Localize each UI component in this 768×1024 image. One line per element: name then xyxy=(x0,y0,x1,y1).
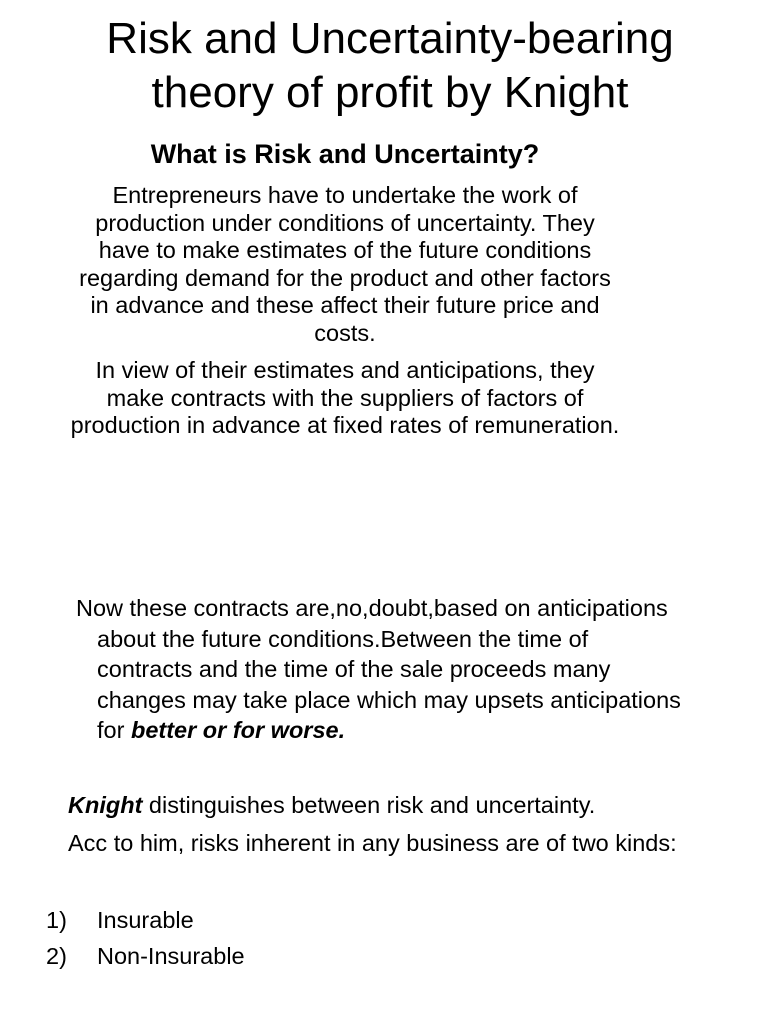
paragraph-line: production in advance at fixed rates of remuneration. xyxy=(70,412,620,439)
paragraph-line: regarding demand for the product and other factors xyxy=(79,264,611,291)
risk-kinds-list xyxy=(46,902,245,974)
paragraph-anticipations xyxy=(76,593,756,746)
paragraph-line: make contracts with the suppliers of factors of xyxy=(106,384,584,411)
document-title xyxy=(0,12,768,120)
paragraph-line: in advance and these affect their future price and xyxy=(90,292,600,319)
paragraph-line: Entrepreneurs have to undertake the work of xyxy=(112,182,578,208)
paragraph-line: have to make estimates of the future conditions xyxy=(98,237,592,264)
paragraph-line: production under conditions of uncertainty. They xyxy=(95,209,595,236)
paragraph-line: contracts and the time of the sale proceeds many xyxy=(97,656,611,683)
list-item-label: Non-Insurable xyxy=(97,943,245,969)
paragraph-line: In view of their estimates and anticipations, they xyxy=(95,357,595,383)
title-line-2: theory of profit by Knight xyxy=(151,68,629,117)
paragraph-line-last xyxy=(76,715,756,746)
paragraph-line: Now these contracts are,no,doubt,based on anticipations xyxy=(76,595,668,621)
list-item xyxy=(46,902,245,938)
knight-distinction-line xyxy=(68,790,595,820)
list-item-label: Insurable xyxy=(97,907,194,933)
paragraph-entrepreneurs xyxy=(40,182,650,348)
paragraph-line: costs. xyxy=(314,319,376,346)
emphasis-text: Knight xyxy=(68,792,143,818)
section-heading: What is Risk and Uncertainty? xyxy=(150,139,540,169)
two-kinds-line: Acc to him, risks inherent in any business are of two kinds: xyxy=(68,830,677,856)
text-run: distinguishes between risk and uncertainty. xyxy=(142,792,596,818)
emphasis-text: better or for worse. xyxy=(130,717,346,744)
paragraph-contracts xyxy=(40,357,650,440)
title-line-1: Risk and Uncertainty-bearing xyxy=(106,14,674,63)
list-item xyxy=(46,938,245,974)
text-run: for xyxy=(97,717,131,744)
paragraph-line: changes may take place which may upsets anticipations xyxy=(97,686,681,713)
paragraph-line: about the future conditions.Between the time of xyxy=(97,625,589,652)
list-number: 1) xyxy=(46,907,67,933)
list-number: 2) xyxy=(46,943,67,969)
